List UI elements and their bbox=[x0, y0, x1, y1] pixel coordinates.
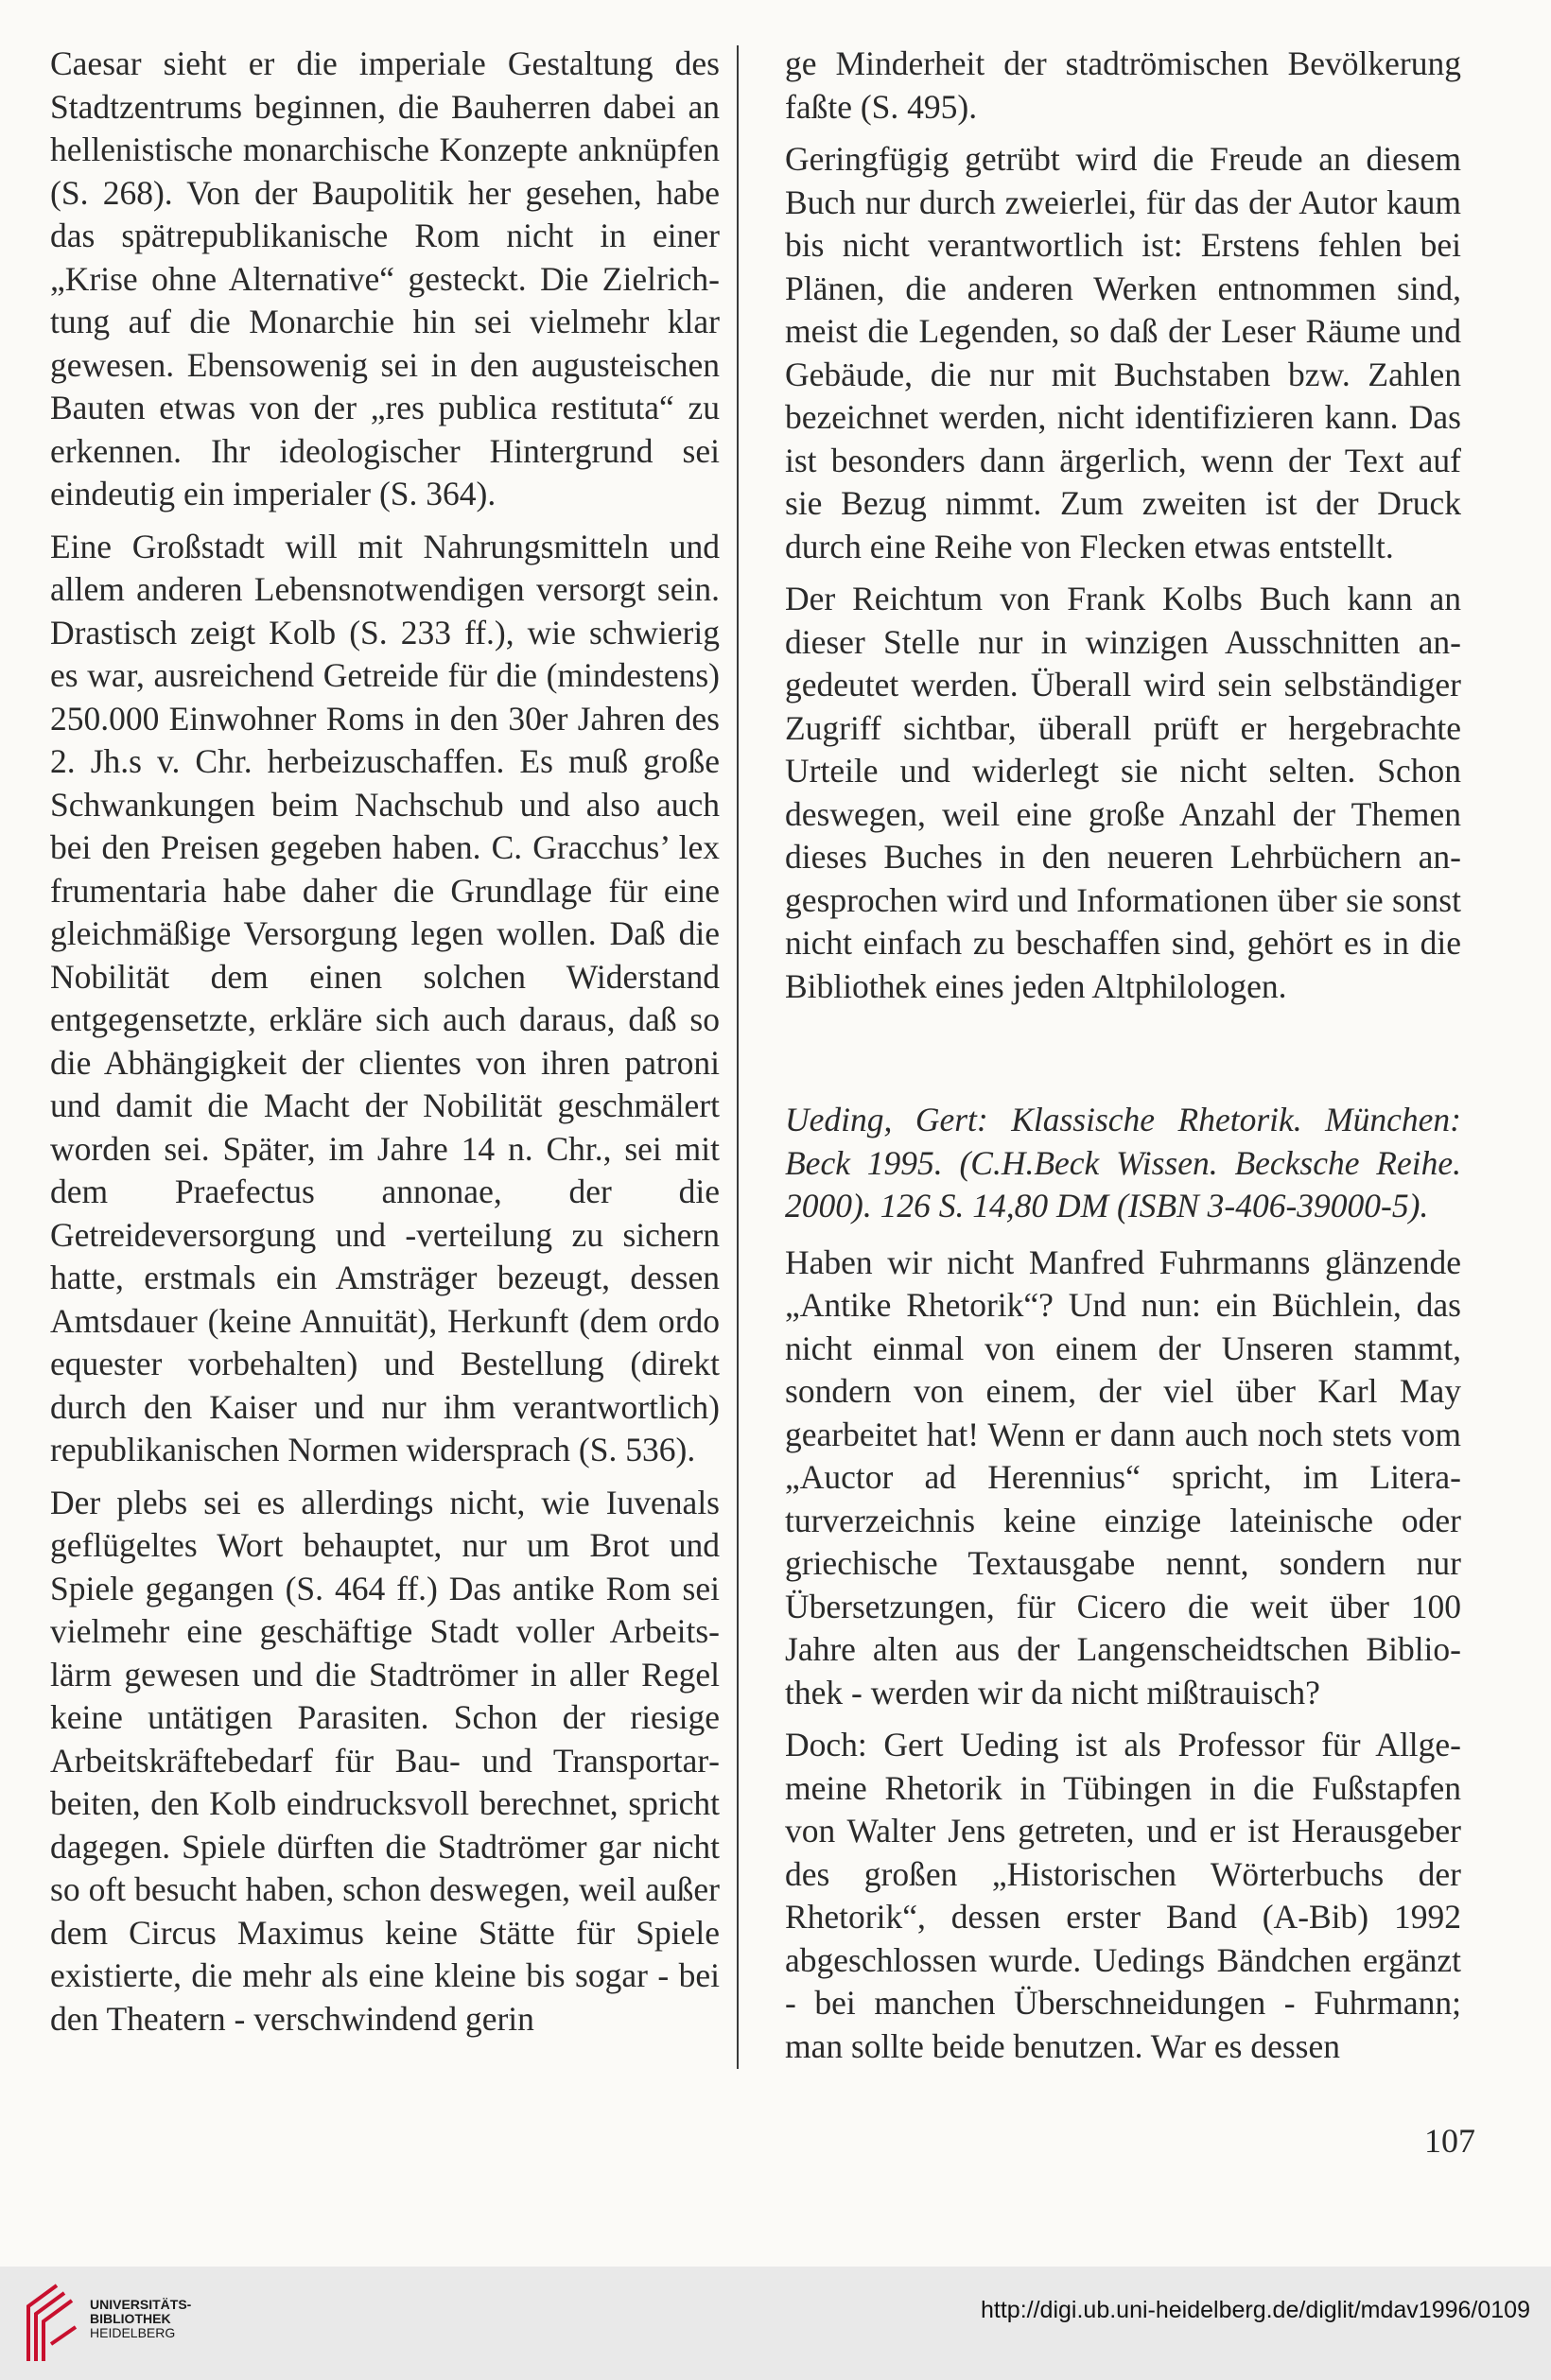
source-url-link[interactable]: http://digi.ub.uni-heidelberg.de/diglit/mdav1996/0109 bbox=[981, 2297, 1530, 2323]
column-divider bbox=[737, 45, 739, 2069]
paragraph: Eine Großstadt will mit Nahrungsmitteln und allem anderen Lebensnotwendigen versorgt sein. Drastisch zeigt Kolb (S. 233 ff.), wie schwierig es war, ausreichend Getreide für die (mindestens) 250.000 Einwohner Roms in den 30er Jahren des 2. Jh.s v. Chr. herbeizuschaffen. Es muß große Schwankungen beim Nachschub und also auch bei den Preisen gegeben haben. C. Gracchus’ lex frumentaria habe daher die Grundlage für eine gleichmäßige Versorgung legen wollen. Daß die Nobilität dem einen solchen Widerstand entgegensetzte, erkläre sich auch daraus, daß so die Abhängigkeit der clientes von ihren patroni und damit die Macht der Nobilität geschmälert worden sei. Später, im Jahre 14 n. Chr., sei mit dem Praefectus annonae, der die Getreideversorgung und -verteilung zu sichern hatte, erstmals ein Amsträger bezeugt, dessen Amtsdauer (keine Annuität), Herkunft (dem ordo equester vorbehalten) und Bestellung (direkt durch den Kaiser und nur ihm verantwortlich) republikanischen Normen widersprach (S. 536). bbox=[50, 527, 720, 1468]
footer-bar bbox=[0, 2267, 1551, 2380]
library-name bbox=[90, 2298, 191, 2340]
review-heading: Ueding, Gert: Klassische Rhetorik. München: Beck 1995. (C.H.Beck Wissen. Becksche Reihe. 2000). 126 S. 14,80 DM (ISBN 3-406-39000-5). bbox=[785, 1101, 1461, 1225]
paragraph: Der plebs sei es allerdings nicht, wie Iuvenals geflügeltes Wort behauptet, nur um Brot und Spiele gegangen (S. 464 ff.) Das antike Rom sei vielmehr eine geschäftige Stadt voller Arbeitslärm gewesen und die Stadtrömer in aller Regel keine untätigen Parasiten. Schon der riesige Arbeitskräftebedarf für Bau- und Transportarbeiten, den Kolb eindrucksvoll berechnet, spricht dagegen. Spiele dürften die Stadtrömer gar nicht so oft besucht haben, schon deswegen, weil außer dem Circus Maximus keine Stätte für Spiele existierte, die mehr als eine kleine bis sogar - bei den Theatern - verschwindend gerin bbox=[50, 1483, 720, 2038]
library-name-line: UNIVERSITÄTS- bbox=[90, 2297, 192, 2312]
paragraph: Caesar sieht er die imperiale Gestaltung des Stadtzentrums beginnen, die Bauherren dabei an hellenistische monarchische Konzepte anknüpfen (S. 268). Von der Baupolitik her gesehen, habe das spätrepublikanische Rom nicht in einer „Krise ohne Alternative“ gesteckt. Die Zielrichtung auf die Monarchie hin sei vielmehr klar gewesen. Ebensowenig sei in den augusteischen Bauten etwas von der „res publica restituta“ zu erkennen. Ihr ideologischer Hintergrund sei eindeutig ein imperialer (S. 364). bbox=[50, 44, 720, 512]
paragraph: Geringfügig getrübt wird die Freude an diesem Buch nur durch zweierlei, für das der Autor kaum bis nicht verantwortlich ist: Erstens fehlen bei Plänen, die anderen Werken entnommen sind, meist die Legenden, so daß der Leser Räume und Gebäude, die nur mit Buchstaben bzw. Zahlen bezeichnet werden, nicht identifizieren kann. Das ist besonders dann ärgerlich, wenn der Text auf sie Bezug nimmt. Zum zweiten ist der Druck durch eine Reihe von Flecken etwas entstellt. bbox=[785, 140, 1461, 565]
paragraph: Doch: Gert Ueding ist als Professor für Allgemeine Rhetorik in Tübingen in die Fußstapfen von Walter Jens getreten, und er ist Herausgeber des großen „Historischen Wörterbuchs der Rhetorik“, dessen erster Band (A-Bib) 1992 abgeschlossen wurde. Uedings Bändchen ergänzt - bei manchen Überschneidungen - Fuhrmann; man sollte beide benutzen. War es dessen bbox=[785, 1726, 1461, 2065]
left-column bbox=[50, 43, 720, 2050]
library-name-line: HEIDELBERG bbox=[90, 2325, 176, 2340]
paragraph: Der Reichtum von Frank Kolbs Buch kann an dieser Stelle nur in winzigen Ausschnitten angedeutet werden. Überall wird sein selbständiger Zugriff sichtbar, überall prüft er hergebrachte Urteile und widerlegt sie nicht selten. Schon deswegen, weil eine große Anzahl der Themen dieses Buches in den neueren Lehrbüchern angesprochen wird und Informationen über sie sonst nicht einfach zu beschaffen sind, gehört es in die Bibliothek eines jeden Altphilologen. bbox=[785, 580, 1461, 1005]
paragraph: Haben wir nicht Manfred Fuhrmanns glänzende „Antike Rhetorik“? Und nun: ein Büchlein, das nicht einmal von einem der Unseren stammt, sondern von einem, der viel über Karl May gearbeitet hat! Wenn er dann auch noch stets vom „Auctor ad Herennius“ spricht, im Literaturverzeichnis keine einzige lateinische oder griechische Textausgabe nennt, sondern nur Übersetzungen, für Cicero die weit über 100 Jahre alten aus der Langenscheidtschen Bibliothek - werden wir da nicht mißtrauisch? bbox=[785, 1242, 1461, 1711]
library-name-line: BIBLIOTHEK bbox=[90, 2311, 171, 2326]
page-number: 107 bbox=[1424, 2122, 1475, 2160]
paragraph: ge Minderheit der stadtrömischen Bevölkerung faßte (S. 495). bbox=[785, 44, 1461, 126]
right-column bbox=[785, 43, 1461, 2077]
library-logo-icon bbox=[19, 2278, 81, 2363]
